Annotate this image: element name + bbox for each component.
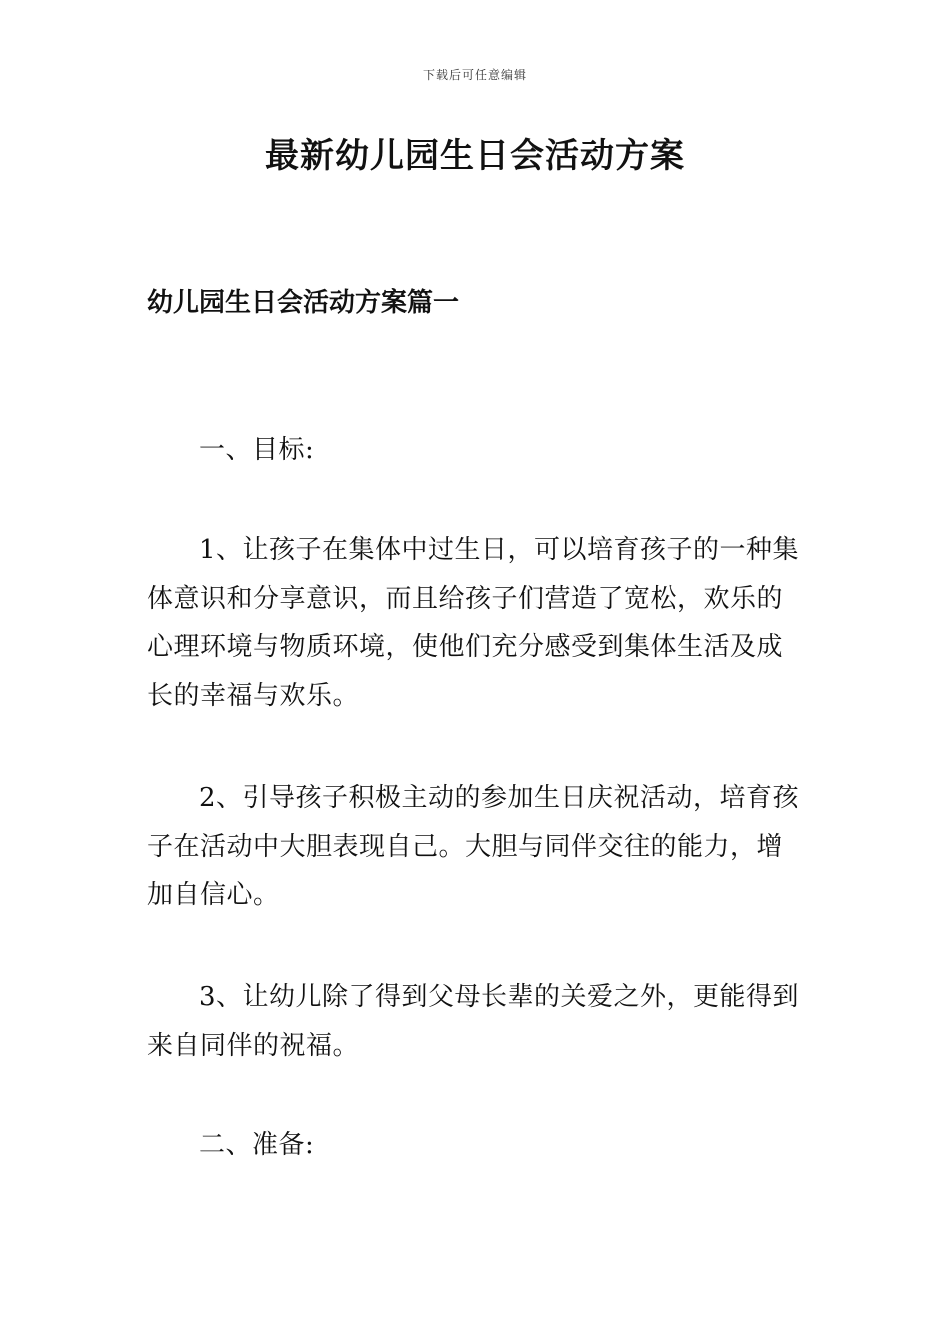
preparation-heading: 二、准备:: [199, 1130, 315, 1160]
goal-item-1: 1、让孩子在集体中过生日，可以培育孩子的一种集体意识和分享意识，而且给孩子们营造了宽松，欢乐的心理环境与物质环境，使他们充分感受到集体生活及成长的幸福与欢乐。: [147, 535, 800, 711]
goal-item-2: 2、引导孩子积极主动的参加生日庆祝活动，培育孩子在活动中大胆表现自己。大胆与同伴交往的能力，增加自信心。: [147, 783, 800, 910]
document-title: 最新幼儿园生日会活动方案: [265, 136, 685, 176]
section-heading: 幼儿园生日会活动方案篇一: [147, 288, 460, 318]
goal-item-3: 3、让幼儿除了得到父母长辈的关爱之外，更能得到来自同伴的祝福。: [147, 982, 800, 1061]
goal-heading: 一、目标:: [199, 435, 315, 465]
header-note: 下载后可任意编辑: [422, 68, 527, 82]
